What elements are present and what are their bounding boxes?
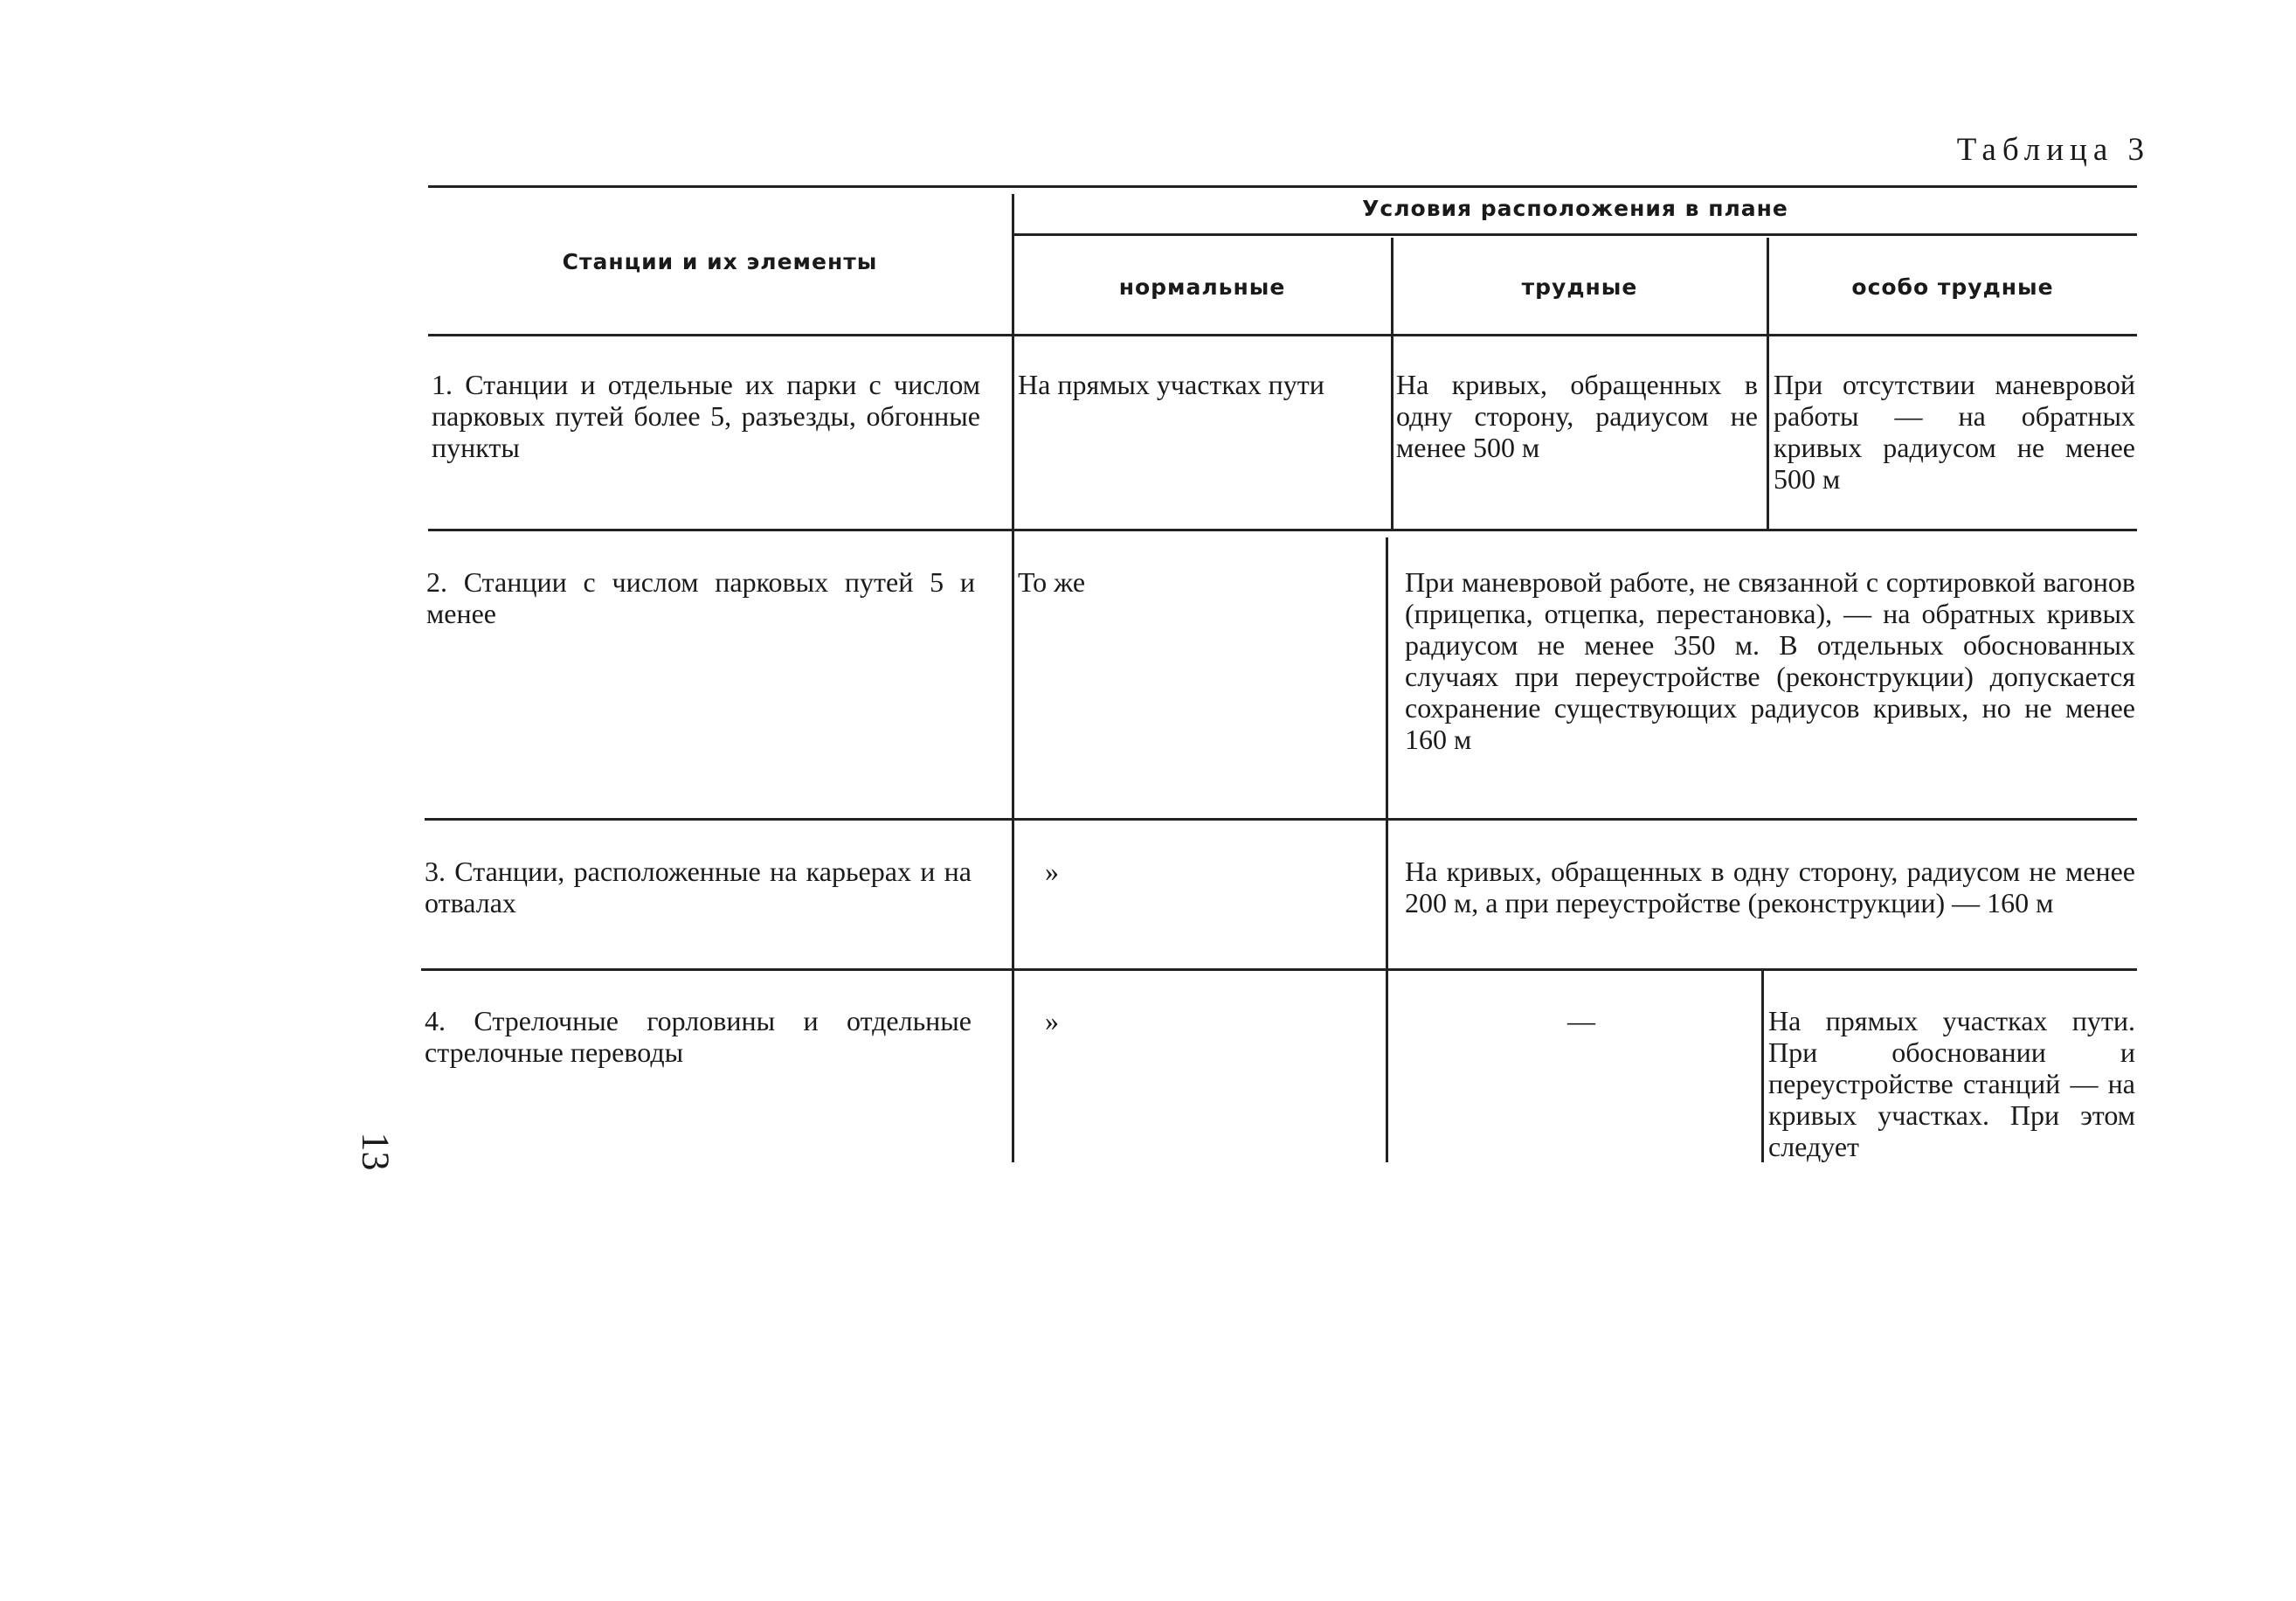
row4-normal: » [1045, 1005, 1059, 1036]
table-caption: Таблица 3 [1956, 132, 2150, 168]
table-top-rule [428, 185, 2137, 188]
col2-divider-bottom [1386, 537, 1388, 1162]
row3-normal: » [1045, 856, 1059, 887]
row1-normal: На прямых участках пути [1018, 369, 1324, 400]
header-very-difficult: особо трудные [1851, 274, 2054, 300]
row2-bottom-rule [425, 818, 2137, 821]
header-elements: Станции и их элементы [562, 249, 878, 274]
row4-very-difficult: На прямых участках пути. При обосновании и переустройстве станций — на кривых участках. При этом следует [1768, 1005, 2135, 1162]
row1-element: 1. Станции и отдельные их парки с числом парковых путей более 5, разъезды, обгонные пункты [432, 369, 980, 463]
header-conditions: Условия расположения в плане [1362, 196, 1788, 221]
row3-merged: На кривых, обращенных в одну сторону, радиусом не менее 200 м, а при переустройстве (реконструкции) — 160 м [1405, 856, 2135, 918]
row2-element: 2. Станции с числом парковых путей 5 и менее [426, 566, 975, 629]
header-bottom-rule [428, 334, 2137, 336]
page-number: 13 [354, 1132, 398, 1171]
col1-divider [1012, 194, 1014, 1162]
row1-very-difficult: При отсутствии маневровой работы — на обратных кривых радиусом не менее 500 м [1774, 369, 2135, 495]
row2-merged: При маневровой работе, не связанной с сортировкой вагонов (прицепка, отцепка, перестановка), — на обратных кривых радиусом не менее 350 м. В отдельных обоснованных случаях при переустройстве (реконструкции) допускается сохранение существующих радиусов кривых, но не менее 160 м [1405, 566, 2135, 755]
header-normal: нормальные [1118, 274, 1286, 300]
row4-element: 4. Стрелочные горловины и отдельные стрелочные переводы [425, 1005, 972, 1068]
col3-divider-bottom [1761, 970, 1764, 1162]
row3-bottom-rule [421, 968, 2137, 971]
row3-element: 3. Станции, расположенные на карьерах и на отвалах [425, 856, 972, 918]
row4-difficult: — [1567, 1005, 1595, 1036]
row1-difficult: На кривых, обращенных в одну сторону, радиусом не менее 500 м [1396, 369, 1758, 463]
row1-bottom-rule [428, 529, 2137, 531]
row2-normal: То же [1018, 566, 1086, 598]
conditions-header-rule [1013, 233, 2137, 236]
header-difficult: трудные [1521, 274, 1638, 300]
